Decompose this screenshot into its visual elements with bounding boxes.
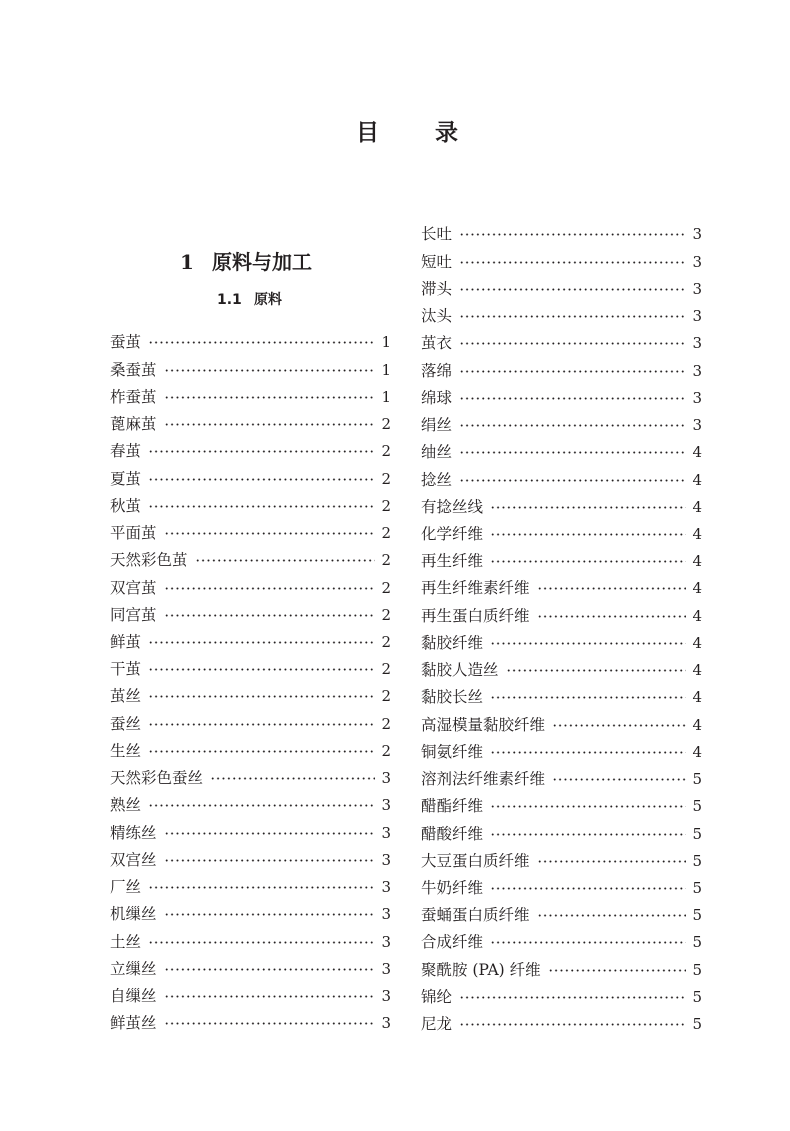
toc-entry-page-number: 2 bbox=[381, 442, 391, 461]
toc-entry-page-number: 4 bbox=[692, 524, 702, 543]
toc-entry-title: 自缫丝 bbox=[110, 987, 157, 1006]
toc-entry bbox=[110, 956, 391, 983]
toc-entry bbox=[421, 902, 702, 929]
toc-entry-page-number: 5 bbox=[692, 824, 702, 843]
toc-entry-title: 立缫丝 bbox=[110, 959, 157, 978]
dot-leader bbox=[459, 276, 686, 303]
dot-leader bbox=[490, 875, 686, 902]
toc-entry-title: 双宫茧 bbox=[110, 578, 157, 597]
dot-leader bbox=[537, 575, 687, 602]
dot-leader bbox=[506, 657, 687, 684]
toc-entry bbox=[110, 983, 391, 1010]
toc-entry-page-number: 4 bbox=[692, 606, 702, 625]
toc-entry-page-number: 2 bbox=[381, 741, 391, 760]
section-heading bbox=[217, 290, 282, 310]
toc-entry-page-number: 2 bbox=[381, 524, 391, 543]
toc-entry-title: 同宫茧 bbox=[110, 605, 157, 624]
toc-entry-page-number: 4 bbox=[692, 715, 702, 734]
toc-entry-page-number: 4 bbox=[692, 661, 702, 680]
dot-leader bbox=[195, 547, 376, 574]
dot-leader bbox=[459, 467, 686, 494]
toc-entry-page-number: 4 bbox=[692, 552, 702, 571]
toc-entry-title: 蓖麻茧 bbox=[110, 415, 157, 434]
dot-leader bbox=[164, 411, 376, 438]
toc-entry-page-number: 3 bbox=[381, 850, 391, 869]
toc-entry bbox=[421, 684, 702, 711]
dot-leader bbox=[148, 929, 375, 956]
toc-entry-page-number: 5 bbox=[692, 797, 702, 816]
toc-entry-title: 落绵 bbox=[421, 361, 453, 380]
dot-leader bbox=[459, 303, 686, 330]
toc-entry-page-number: 3 bbox=[381, 769, 391, 788]
toc-entry bbox=[110, 493, 391, 520]
toc-entry-title: 鲜茧 bbox=[110, 632, 142, 651]
toc-entry bbox=[110, 656, 391, 683]
dot-leader bbox=[459, 249, 686, 276]
toc-entry-title: 绢丝 bbox=[421, 416, 453, 435]
toc-entry-title: 高湿模量黏胶纤维 bbox=[421, 715, 546, 734]
toc-entry-title: 醋酯纤维 bbox=[421, 797, 484, 816]
toc-entry bbox=[421, 957, 702, 984]
chapter-number: 1 bbox=[180, 250, 194, 274]
toc-entry bbox=[421, 603, 702, 630]
toc-entry bbox=[421, 521, 702, 548]
toc-entry-page-number: 3 bbox=[692, 225, 702, 244]
toc-entry-title: 机缫丝 bbox=[110, 905, 157, 924]
toc-entry-title: 天然彩色茧 bbox=[110, 551, 188, 570]
toc-entry-title: 茧衣 bbox=[421, 334, 453, 353]
toc-entry bbox=[421, 467, 702, 494]
dot-leader bbox=[164, 1010, 376, 1037]
toc-entry-title: 蚕茧 bbox=[110, 333, 142, 352]
toc-entry bbox=[421, 657, 702, 684]
toc-entry bbox=[421, 303, 702, 330]
toc-entry-title: 牛奶纤维 bbox=[421, 879, 484, 898]
toc-left-column bbox=[110, 329, 391, 1037]
toc-entry bbox=[421, 221, 702, 248]
toc-entry-page-number: 2 bbox=[381, 578, 391, 597]
dot-leader bbox=[164, 575, 376, 602]
toc-entry-page-number: 5 bbox=[692, 933, 702, 952]
toc-entry-title: 桑蚕茧 bbox=[110, 360, 157, 379]
toc-entry-title: 双宫丝 bbox=[110, 850, 157, 869]
toc-entry-page-number: 1 bbox=[381, 360, 391, 379]
dot-leader bbox=[148, 874, 375, 901]
toc-entry bbox=[110, 384, 391, 411]
toc-entry-title: 短吐 bbox=[421, 252, 453, 271]
toc-entry bbox=[421, 630, 702, 657]
section-title: 原料 bbox=[254, 292, 282, 308]
toc-entry-page-number: 2 bbox=[381, 660, 391, 679]
toc-entry-page-number: 5 bbox=[692, 851, 702, 870]
toc-entry bbox=[421, 330, 702, 357]
toc-entry-title: 长吐 bbox=[421, 225, 453, 244]
toc-entry-page-number: 3 bbox=[381, 823, 391, 842]
dot-leader bbox=[148, 656, 375, 683]
dot-leader bbox=[537, 902, 687, 929]
toc-entry-title: 鲜茧丝 bbox=[110, 1014, 157, 1033]
toc-entry-title: 黏胶纤维 bbox=[421, 633, 484, 652]
toc-entry-title: 䌷丝 bbox=[421, 443, 453, 462]
toc-entry-title: 茧丝 bbox=[110, 687, 142, 706]
toc-entry-page-number: 3 bbox=[692, 307, 702, 326]
dot-leader bbox=[459, 330, 686, 357]
toc-entry bbox=[421, 848, 702, 875]
dot-leader bbox=[164, 357, 376, 384]
dot-leader bbox=[148, 629, 375, 656]
toc-entry bbox=[421, 358, 702, 385]
toc-entry-page-number: 4 bbox=[692, 742, 702, 761]
toc-entry-title: 大豆蛋白质纤维 bbox=[421, 851, 530, 870]
toc-entry-page-number: 2 bbox=[381, 687, 391, 706]
toc-entry-title: 汰头 bbox=[421, 307, 453, 326]
toc-entry-page-number: 3 bbox=[381, 1014, 391, 1033]
toc-entry-page-number: 2 bbox=[381, 632, 391, 651]
toc-entry bbox=[421, 249, 702, 276]
toc-entry-page-number: 2 bbox=[381, 469, 391, 488]
toc-entry bbox=[110, 629, 391, 656]
toc-entry-title: 醋酸纤维 bbox=[421, 824, 484, 843]
toc-entry-title: 熟丝 bbox=[110, 796, 142, 815]
dot-leader bbox=[210, 765, 375, 792]
toc-entry bbox=[110, 874, 391, 901]
toc-entry bbox=[421, 276, 702, 303]
toc-entry-title: 天然彩色蚕丝 bbox=[110, 769, 204, 788]
dot-leader bbox=[459, 984, 686, 1011]
dot-leader bbox=[164, 384, 376, 411]
dot-leader bbox=[548, 957, 687, 984]
toc-entry bbox=[421, 385, 702, 412]
dot-leader bbox=[148, 711, 375, 738]
dot-leader bbox=[148, 683, 375, 710]
toc-entry bbox=[421, 793, 702, 820]
toc-entry-page-number: 3 bbox=[692, 361, 702, 380]
toc-entry-title: 绵球 bbox=[421, 388, 453, 407]
toc-entry-page-number: 3 bbox=[692, 334, 702, 353]
toc-entry-page-number: 4 bbox=[692, 633, 702, 652]
toc-entry-page-number: 5 bbox=[692, 770, 702, 789]
toc-entry-page-number: 3 bbox=[381, 987, 391, 1006]
toc-entry bbox=[421, 1011, 702, 1038]
toc-entry-title: 溶剂法纤维素纤维 bbox=[421, 770, 546, 789]
page-title: 目录 bbox=[356, 120, 514, 146]
toc-entry-page-number: 1 bbox=[381, 387, 391, 406]
toc-entry bbox=[421, 412, 702, 439]
toc-entry bbox=[110, 711, 391, 738]
toc-right-column bbox=[421, 221, 702, 1038]
toc-entry-page-number: 5 bbox=[692, 1015, 702, 1034]
toc-entry-title: 黏胶长丝 bbox=[421, 688, 484, 707]
dot-leader bbox=[164, 983, 376, 1010]
toc-entry-page-number: 3 bbox=[381, 796, 391, 815]
toc-entry bbox=[421, 821, 702, 848]
toc-entry-page-number: 3 bbox=[692, 252, 702, 271]
toc-entry bbox=[421, 984, 702, 1011]
toc-entry-title: 秋茧 bbox=[110, 496, 142, 515]
toc-entry bbox=[421, 575, 702, 602]
toc-entry bbox=[110, 1010, 391, 1037]
toc-entry-page-number: 3 bbox=[692, 388, 702, 407]
toc-entry bbox=[110, 411, 391, 438]
dot-leader bbox=[459, 358, 686, 385]
toc-entry-page-number: 3 bbox=[381, 905, 391, 924]
toc-entry bbox=[110, 765, 391, 792]
toc-entry-title: 厂丝 bbox=[110, 878, 142, 897]
toc-entry bbox=[110, 438, 391, 465]
toc-entry-page-number: 2 bbox=[381, 605, 391, 624]
dot-leader bbox=[490, 793, 686, 820]
dot-leader bbox=[164, 520, 376, 547]
toc-entry-title: 锦纶 bbox=[421, 987, 453, 1006]
toc-entry bbox=[110, 901, 391, 928]
toc-entry bbox=[110, 738, 391, 765]
toc-entry bbox=[110, 847, 391, 874]
toc-entry-page-number: 2 bbox=[381, 415, 391, 434]
toc-entry bbox=[110, 547, 391, 574]
toc-entry-title: 平面茧 bbox=[110, 524, 157, 543]
dot-leader bbox=[552, 766, 686, 793]
toc-entry bbox=[110, 357, 391, 384]
toc-entry bbox=[110, 929, 391, 956]
dot-leader bbox=[459, 385, 686, 412]
toc-entry-page-number: 5 bbox=[692, 987, 702, 1006]
toc-entry-page-number: 2 bbox=[381, 714, 391, 733]
toc-entry-page-number: 3 bbox=[692, 416, 702, 435]
toc-entry-title: 再生纤维素纤维 bbox=[421, 579, 530, 598]
toc-entry-title: 化学纤维 bbox=[421, 524, 484, 543]
toc-entry-page-number: 3 bbox=[381, 959, 391, 978]
dot-leader bbox=[459, 221, 686, 248]
dot-leader bbox=[148, 466, 375, 493]
chapter-heading bbox=[180, 248, 312, 276]
toc-entry-page-number: 5 bbox=[692, 879, 702, 898]
toc-entry-title: 铜氨纤维 bbox=[421, 742, 484, 761]
toc-entry bbox=[421, 548, 702, 575]
toc-entry-title: 捻丝 bbox=[421, 470, 453, 489]
toc-entry-page-number: 2 bbox=[381, 496, 391, 515]
toc-entry-page-number: 3 bbox=[381, 878, 391, 897]
toc-entry bbox=[110, 792, 391, 819]
toc-entry bbox=[421, 766, 702, 793]
toc-entry-title: 有捻丝线 bbox=[421, 497, 484, 516]
toc-entry-page-number: 4 bbox=[692, 470, 702, 489]
toc-entry-title: 春茧 bbox=[110, 442, 142, 461]
toc-entry-page-number: 3 bbox=[692, 279, 702, 298]
toc-entry-title: 蚕蛹蛋白质纤维 bbox=[421, 906, 530, 925]
dot-leader bbox=[148, 493, 375, 520]
dot-leader bbox=[164, 956, 376, 983]
toc-entry-title: 聚酰胺 (PA) 纤维 bbox=[421, 960, 541, 979]
toc-entry-page-number: 2 bbox=[381, 551, 391, 570]
toc-entry bbox=[421, 494, 702, 521]
toc-entry bbox=[421, 739, 702, 766]
toc-entry bbox=[110, 329, 391, 356]
toc-entry-title: 再生纤维 bbox=[421, 552, 484, 571]
toc-entry-title: 再生蛋白质纤维 bbox=[421, 606, 530, 625]
dot-leader bbox=[490, 929, 686, 956]
toc-entry-page-number: 3 bbox=[381, 932, 391, 951]
toc-entry-title: 柞蚕茧 bbox=[110, 387, 157, 406]
dot-leader bbox=[459, 1011, 686, 1038]
dot-leader bbox=[490, 821, 686, 848]
toc-entry bbox=[110, 466, 391, 493]
toc-entry bbox=[421, 875, 702, 902]
toc-entry-page-number: 4 bbox=[692, 579, 702, 598]
dot-leader bbox=[490, 630, 686, 657]
toc-entry-title: 黏胶人造丝 bbox=[421, 661, 499, 680]
toc-entry-title: 合成纤维 bbox=[421, 933, 484, 952]
dot-leader bbox=[490, 494, 686, 521]
dot-leader bbox=[164, 847, 376, 874]
toc-entry bbox=[421, 929, 702, 956]
toc-entry bbox=[421, 712, 702, 739]
dot-leader bbox=[490, 521, 686, 548]
dot-leader bbox=[164, 820, 376, 847]
dot-leader bbox=[164, 901, 376, 928]
toc-entry-page-number: 4 bbox=[692, 443, 702, 462]
toc-entry-title: 土丝 bbox=[110, 932, 142, 951]
dot-leader bbox=[148, 438, 375, 465]
dot-leader bbox=[148, 738, 375, 765]
toc-entry-page-number: 5 bbox=[692, 960, 702, 979]
toc-entry-page-number: 5 bbox=[692, 906, 702, 925]
toc-entry bbox=[110, 683, 391, 710]
toc-entry-title: 干茧 bbox=[110, 660, 142, 679]
toc-entry-page-number: 4 bbox=[692, 497, 702, 516]
dot-leader bbox=[490, 548, 686, 575]
toc-entry-title: 精练丝 bbox=[110, 823, 157, 842]
dot-leader bbox=[490, 684, 686, 711]
toc-entry-title: 夏茧 bbox=[110, 469, 142, 488]
dot-leader bbox=[164, 602, 376, 629]
dot-leader bbox=[459, 412, 686, 439]
toc-entry-title: 生丝 bbox=[110, 741, 142, 760]
toc-entry bbox=[110, 575, 391, 602]
toc-entry bbox=[110, 602, 391, 629]
dot-leader bbox=[490, 739, 686, 766]
chapter-title: 原料与加工 bbox=[212, 250, 312, 274]
section-number: 1.1 bbox=[217, 292, 242, 308]
toc-entry bbox=[421, 439, 702, 466]
dot-leader bbox=[148, 792, 375, 819]
dot-leader bbox=[537, 848, 687, 875]
dot-leader bbox=[537, 603, 687, 630]
toc-entry bbox=[110, 820, 391, 847]
toc-entry-title: 尼龙 bbox=[421, 1015, 453, 1034]
toc-entry bbox=[110, 520, 391, 547]
dot-leader bbox=[552, 712, 686, 739]
toc-entry-title: 滞头 bbox=[421, 279, 453, 298]
dot-leader bbox=[148, 329, 375, 356]
toc-entry-title: 蚕丝 bbox=[110, 714, 142, 733]
toc-entry-page-number: 4 bbox=[692, 688, 702, 707]
toc-entry-page-number: 1 bbox=[381, 333, 391, 352]
dot-leader bbox=[459, 439, 686, 466]
